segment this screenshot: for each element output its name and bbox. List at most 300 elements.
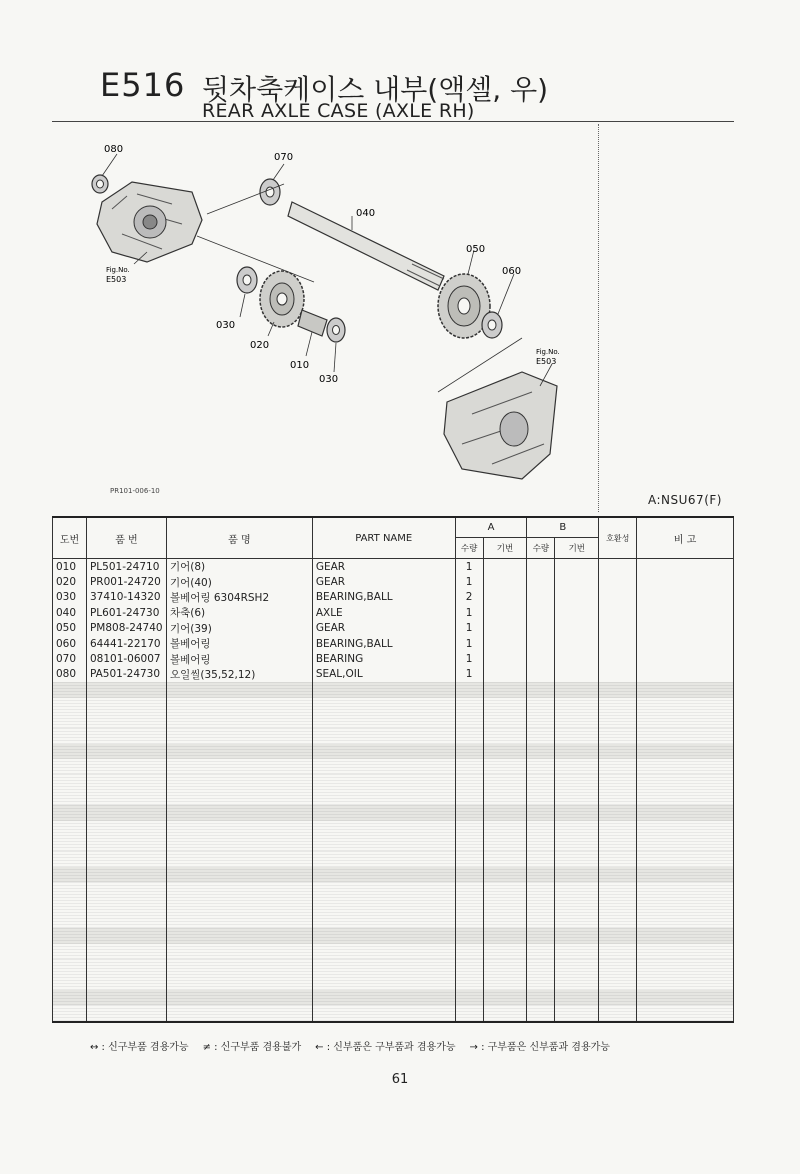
callout-070: 070 [274,152,294,163]
cell-remarks [637,590,734,605]
cell-serial-b [555,698,599,713]
parts-table [52,516,734,1023]
cell-name-en: GEAR [312,574,455,589]
cell-ref [53,759,87,774]
cell-serial-a [483,851,527,866]
cell-qty-a [455,790,483,805]
cell-remarks [637,605,734,620]
cell-name-en [312,836,455,851]
cell-qty-b [527,1005,555,1021]
table-row [53,651,734,666]
cell-interchange [599,975,637,990]
cell-name-en: BEARING,BALL [312,636,455,651]
cell-remarks [637,821,734,836]
cell-interchange [599,913,637,928]
cell-name-ko: 기어(40) [166,574,312,589]
cell-name-ko: 볼베어링 6304RSH2 [166,590,312,605]
cell-qty-a [455,882,483,897]
table-row-empty [53,759,734,774]
cell-remarks [637,651,734,666]
col-group-b: B [527,517,599,537]
cell-serial-b [555,851,599,866]
table-row-empty [53,728,734,743]
cell-name-en [312,728,455,743]
cell-serial-a [483,667,527,682]
col-qty-a: 수량 [455,537,483,558]
table-row-empty [53,774,734,789]
cell-serial-a [483,621,527,636]
cell-qty-b [527,882,555,897]
cell-qty-b [527,836,555,851]
cell-serial-a [483,975,527,990]
cell-serial-b [555,805,599,820]
cell-name-en: GEAR [312,621,455,636]
cell-qty-a [455,944,483,959]
cell-qty-a: 1 [455,559,483,575]
cell-qty-a [455,867,483,882]
cell-name-en [312,713,455,728]
cell-interchange [599,590,637,605]
cell-remarks [637,682,734,697]
cell-qty-b [527,590,555,605]
cell-interchange [599,605,637,620]
cell-name-ko [166,898,312,913]
cell-serial-b [555,867,599,882]
cell-remarks [637,744,734,759]
cell-part-no: 37410-14320 [86,590,166,605]
cell-qty-b [527,651,555,666]
fig-ref-right-code: E503 [536,357,557,366]
cell-qty-a [455,744,483,759]
cell-ref [53,928,87,943]
cell-name-ko [166,975,312,990]
cell-qty-b [527,805,555,820]
cell-remarks [637,1005,734,1021]
cell-serial-a [483,790,527,805]
cell-part-no [86,713,166,728]
gear-020 [260,271,304,327]
cell-serial-a [483,759,527,774]
cell-qty-b [527,898,555,913]
cell-interchange [599,851,637,866]
cell-qty-a [455,913,483,928]
cell-qty-b [527,990,555,1005]
cell-serial-b [555,728,599,743]
cell-qty-a: 1 [455,667,483,682]
cell-interchange [599,559,637,575]
callout-080: 080 [104,144,124,155]
cell-qty-a [455,990,483,1005]
cell-serial-a [483,605,527,620]
cell-qty-a [455,805,483,820]
cell-name-en [312,744,455,759]
callout-030-left: 030 [216,320,236,331]
cell-name-en [312,682,455,697]
cell-part-no [86,851,166,866]
cell-name-ko [166,728,312,743]
cell-serial-a [483,574,527,589]
cell-part-no [86,944,166,959]
table-row-empty [53,713,734,728]
cell-remarks [637,774,734,789]
fig-ref-left-code: E503 [106,275,127,284]
cell-serial-b [555,636,599,651]
cell-remarks [637,574,734,589]
cell-ref [53,682,87,697]
cell-qty-b [527,744,555,759]
cell-interchange [599,651,637,666]
gear-010 [298,310,327,336]
bearing-060 [482,312,502,338]
cell-serial-b [555,959,599,974]
cell-part-no [86,867,166,882]
cell-qty-a [455,928,483,943]
cell-qty-b [527,574,555,589]
cell-part-no [86,821,166,836]
table-row-empty [53,867,734,882]
cell-part-no: PR001-24720 [86,574,166,589]
cell-name-ko [166,790,312,805]
col-part-name-ko: 품 명 [166,517,312,559]
cell-name-en: AXLE [312,605,455,620]
cell-qty-b [527,975,555,990]
cell-ref [53,975,87,990]
cell-part-no [86,790,166,805]
cell-name-en [312,790,455,805]
cell-serial-b [555,682,599,697]
cell-remarks [637,898,734,913]
cell-name-en [312,1005,455,1021]
cell-interchange [599,744,637,759]
table-row-empty [53,805,734,820]
cell-qty-a [455,959,483,974]
cell-interchange [599,821,637,836]
cell-serial-a [483,898,527,913]
cell-name-ko [166,851,312,866]
cell-ref [53,774,87,789]
cell-qty-b [527,790,555,805]
table-row-empty [53,944,734,959]
cell-serial-a [483,728,527,743]
cell-name-ko: 오일씰(35,52,12) [166,667,312,682]
cell-name-ko [166,882,312,897]
right-case-housing [444,372,557,479]
cell-interchange [599,928,637,943]
cell-interchange [599,805,637,820]
cell-qty-a [455,821,483,836]
cell-serial-a [483,1005,527,1021]
cell-serial-b [555,944,599,959]
cell-qty-a [455,1005,483,1021]
cell-qty-b [527,959,555,974]
cell-qty-a [455,682,483,697]
cell-qty-a [455,728,483,743]
cell-interchange [599,636,637,651]
col-part-name-en: PART NAME [312,517,455,559]
header-divider [52,121,734,122]
cell-part-no [86,744,166,759]
cell-name-en: GEAR [312,559,455,575]
legend-item: ← : 신부품은 구부품과 겸용가능 [315,1042,456,1053]
cell-serial-a [483,774,527,789]
cell-name-ko [166,698,312,713]
table-row-empty [53,851,734,866]
cell-part-no [86,682,166,697]
cell-name-ko [166,713,312,728]
cell-serial-b [555,759,599,774]
cell-remarks [637,975,734,990]
cell-serial-b [555,1005,599,1021]
callout-010: 010 [290,360,310,371]
cell-serial-a [483,913,527,928]
cell-name-ko [166,928,312,943]
cell-part-no [86,836,166,851]
cell-qty-a: 2 [455,590,483,605]
cell-remarks [637,790,734,805]
cell-interchange [599,713,637,728]
cell-serial-b [555,713,599,728]
cell-qty-a [455,836,483,851]
cell-qty-b [527,821,555,836]
cell-name-ko [166,836,312,851]
cell-qty-a [455,774,483,789]
cell-ref [53,744,87,759]
cell-name-ko [166,913,312,928]
cell-ref [53,944,87,959]
cell-part-no: PL501-24710 [86,559,166,575]
cell-serial-b [555,898,599,913]
cell-name-ko [166,759,312,774]
cell-serial-a [483,836,527,851]
left-case-housing [97,182,202,262]
cell-qty-b [527,928,555,943]
cell-qty-a [455,975,483,990]
table-row-empty [53,990,734,1005]
cell-qty-a [455,851,483,866]
cell-interchange [599,574,637,589]
cell-part-no [86,774,166,789]
cell-interchange [599,774,637,789]
cell-part-no [86,805,166,820]
cell-name-ko: 차축(6) [166,605,312,620]
cell-remarks [637,851,734,866]
cell-ref: 050 [53,621,87,636]
cell-name-ko: 기어(8) [166,559,312,575]
cell-qty-a: 1 [455,574,483,589]
cell-remarks [637,559,734,575]
cell-name-en: BEARING,BALL [312,590,455,605]
cell-part-no: 08101-06007 [86,651,166,666]
cell-part-no: 64441-22170 [86,636,166,651]
cell-remarks [637,636,734,651]
cell-serial-b [555,559,599,575]
col-group-a: A [455,517,527,537]
cell-name-en [312,928,455,943]
cell-ref [53,698,87,713]
cell-name-en: SEAL,OIL [312,667,455,682]
cell-serial-b [555,790,599,805]
cell-serial-b [555,928,599,943]
cell-ref [53,821,87,836]
callout-050: 050 [466,244,486,255]
cell-qty-a [455,713,483,728]
cell-qty-a: 1 [455,621,483,636]
cell-serial-a [483,882,527,897]
cell-ref: 080 [53,667,87,682]
cell-serial-b [555,836,599,851]
fig-ref-right-label: Fig.No. [536,348,560,356]
cell-name-ko [166,682,312,697]
table-row [53,636,734,651]
cell-name-en [312,698,455,713]
cell-interchange [599,621,637,636]
cell-ref [53,898,87,913]
cell-ref: 030 [53,590,87,605]
cell-serial-b [555,882,599,897]
cell-qty-b [527,774,555,789]
cell-serial-b [555,574,599,589]
exploded-parts-diagram [52,124,734,512]
cell-qty-b [527,605,555,620]
cell-serial-b [555,975,599,990]
cell-part-no [86,990,166,1005]
table-row-empty [53,698,734,713]
cell-remarks [637,698,734,713]
cell-serial-b [555,774,599,789]
cell-remarks [637,836,734,851]
cell-remarks [637,990,734,1005]
col-remarks: 비 고 [637,517,734,559]
cell-name-ko [166,867,312,882]
cell-remarks [637,867,734,882]
cell-serial-a [483,944,527,959]
cell-part-no [86,913,166,928]
cell-name-ko [166,990,312,1005]
cell-ref [53,805,87,820]
cell-interchange [599,882,637,897]
cell-part-no: PM808-24740 [86,621,166,636]
cell-name-ko: 기어(39) [166,621,312,636]
cell-serial-a [483,990,527,1005]
cell-remarks [637,713,734,728]
cell-remarks [637,913,734,928]
cell-ref: 010 [53,559,87,575]
cell-serial-a [483,590,527,605]
table-row-empty [53,882,734,897]
cell-interchange [599,682,637,697]
cell-ref [53,836,87,851]
cell-remarks [637,959,734,974]
page-title-english: REAR AXLE CASE (AXLE RH) [202,100,475,122]
callout-040: 040 [356,208,376,219]
table-row-empty [53,913,734,928]
cell-ref: 070 [53,651,87,666]
cell-name-en [312,990,455,1005]
cell-qty-b [527,728,555,743]
cell-serial-b [555,821,599,836]
table-row-empty [53,898,734,913]
table-row [53,559,734,575]
cell-interchange [599,790,637,805]
cell-part-no [86,959,166,974]
cell-name-en [312,759,455,774]
cell-qty-b [527,759,555,774]
cell-serial-a [483,682,527,697]
callout-060: 060 [502,266,522,277]
cell-ref [53,790,87,805]
legend-item: ↔ : 신구부품 겸용가능 [90,1042,189,1053]
table-row-empty [53,1005,734,1021]
cell-ref [53,728,87,743]
cell-part-no: PA501-24730 [86,667,166,682]
table-row [53,605,734,620]
table-row-empty [53,975,734,990]
cell-interchange [599,759,637,774]
cell-serial-a [483,805,527,820]
cell-qty-a [455,759,483,774]
cell-qty-a: 1 [455,636,483,651]
cell-serial-a [483,744,527,759]
page-code: E516 [100,66,186,104]
cell-name-ko: 볼베어링 [166,651,312,666]
cell-serial-a [483,559,527,575]
cell-serial-b [555,621,599,636]
cell-remarks [637,944,734,959]
table-row [53,590,734,605]
cell-name-ko [166,959,312,974]
cell-ref: 040 [53,605,87,620]
cell-qty-b [527,913,555,928]
cell-serial-a [483,928,527,943]
cell-serial-a [483,867,527,882]
cell-serial-b [555,913,599,928]
cell-qty-b [527,667,555,682]
cell-remarks [637,805,734,820]
cell-interchange [599,698,637,713]
model-code: A:NSU67(F) [648,493,722,507]
cell-name-ko [166,1005,312,1021]
cell-qty-a [455,898,483,913]
cell-name-en [312,805,455,820]
cell-interchange [599,667,637,682]
cell-qty-b [527,636,555,651]
cell-remarks [637,882,734,897]
cell-ref [53,882,87,897]
cell-ref [53,713,87,728]
cell-qty-b [527,944,555,959]
cell-part-no [86,928,166,943]
cell-qty-a [455,698,483,713]
diagram-reference-code: PR101-006-10 [110,487,160,495]
cell-part-no [86,759,166,774]
cell-name-ko [166,805,312,820]
cell-ref: 060 [53,636,87,651]
cell-name-en [312,944,455,959]
legend-item: ≠ : 신구부품 겸용불가 [202,1042,302,1053]
cell-qty-b [527,682,555,697]
col-qty-b: 수량 [527,537,555,558]
col-serial-a: 기번 [483,537,527,558]
cell-interchange [599,867,637,882]
bearing-030-right [327,318,345,342]
cell-name-ko [166,944,312,959]
cell-serial-a [483,636,527,651]
cell-part-no: PL601-24730 [86,605,166,620]
cell-name-ko [166,744,312,759]
cell-name-en: BEARING [312,651,455,666]
page-title-korean: 뒷차축케이스 내부(액셀, 우) [202,73,549,106]
table-row-empty [53,790,734,805]
